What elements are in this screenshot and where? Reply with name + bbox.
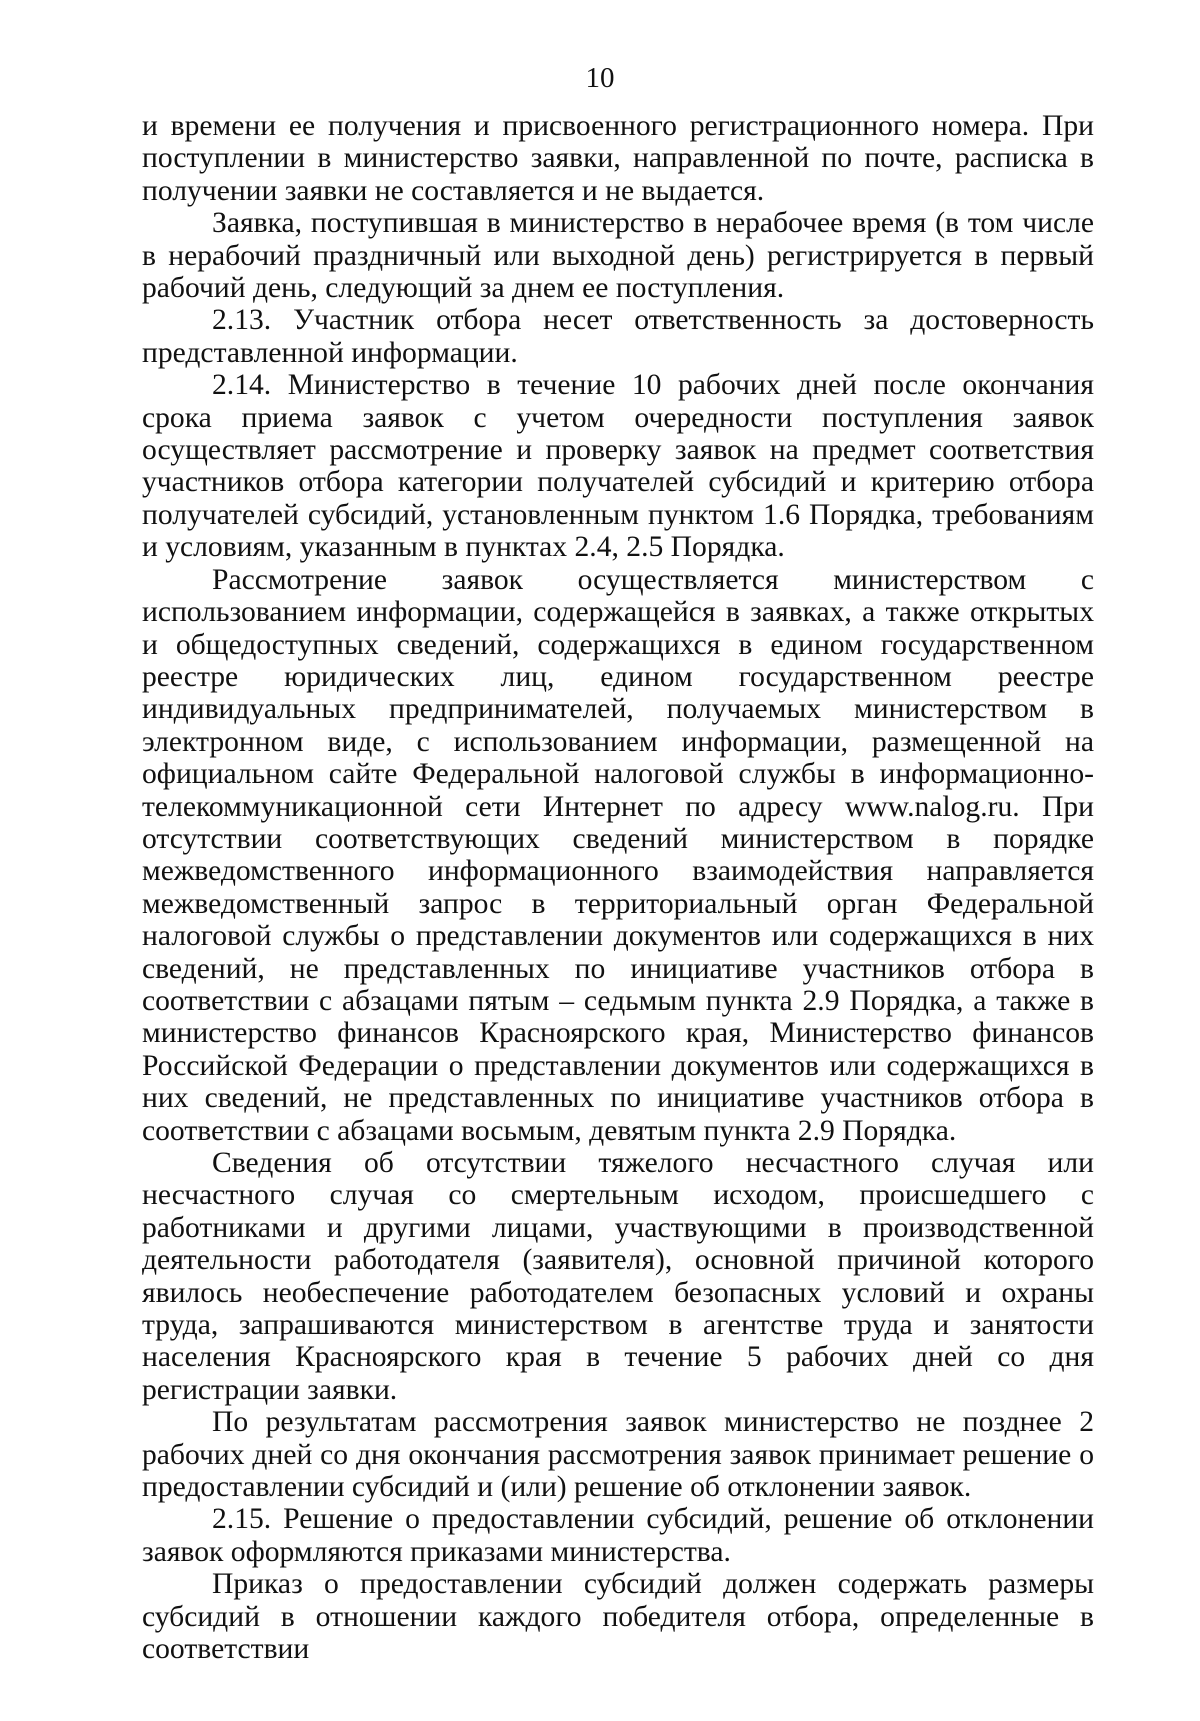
paragraph-review-info: Рассмотрение заявок осуществляется министерством с использованием информации, содержащейся в заявках, а также открытых и общедоступных сведений, содержащихся в едином государственном реестре юридических лиц, едином государственном реестре индивидуальных предпринимателей, получаемых министерством в электронном виде, с использованием информации, размещенной на официальном сайте Федеральной налоговой службы в информационно-телекоммуникационной сети Интернет по адресу www.nalog.ru. При отсутствии соответствующих сведений министерством в порядке межведомственного информационного взаимодействия направляется межведомственный запрос в территориальный орган Федеральной налоговой службы о представлении документов или содержащихся в них сведений, не представленных по инициативе участников отбора в соответствии с абзацами пятым – седьмым пункта 2.9 Порядка, а также в министерство финансов Красноярского края, Министерство финансов Российской Федерации о представлении документов или содержащихся в них сведений, не представленных по инициативе участников отбора в соответствии с абзацами восьмым, девятым пункта 2.9 Порядка. xyxy=(142,563,1094,1147)
paragraph-2-15: 2.15. Решение о предоставлении субсидий, решение об отклонении заявок оформляются приказами министерства. xyxy=(142,1503,1094,1568)
paragraph-order-content: Приказ о предоставлении субсидий должен содержать размеры субсидий в отношении каждого победителя отбора, определенные в соответствии xyxy=(142,1568,1094,1666)
paragraph-decision: По результатам рассмотрения заявок министерство не позднее 2 рабочих дней со дня окончания рассмотрения заявок принимает решение о предоставлении субсидий и (или) решение об отклонении заявок. xyxy=(142,1406,1094,1504)
paragraph-2-14: 2.14. Министерство в течение 10 рабочих дней после окончания срока приема заявок с учетом очередности поступления заявок осуществляет рассмотрение и проверку заявок на предмет соответствия участников отбора категории получателей субсидий и критерию отбора получателей субсидий, установленным пунктом 1.6 Порядка, требованиям и условиям, указанным в пунктах 2.4, 2.5 Порядка. xyxy=(142,369,1094,564)
document-body xyxy=(142,110,1094,1666)
paragraph-2-13: 2.13. Участник отбора несет ответственность за достоверность представленной информации. xyxy=(142,304,1094,369)
paragraph-nonworking-time: Заявка, поступившая в министерство в нерабочее время (в том числе в нерабочий праздничный или выходной день) регистрируется в первый рабочий день, следующий за днем ее поступления. xyxy=(142,207,1094,305)
page-number: 10 xyxy=(585,62,615,94)
paragraph-continuation: и времени ее получения и присвоенного регистрационного номера. При поступлении в министерство заявки, направленной по почте, расписка в получении заявки не составляется и не выдается. xyxy=(142,110,1094,207)
paragraph-accident-info: Сведения об отсутствии тяжелого несчастного случая или несчастного случая со смертельным исходом, происшедшего с работниками и другими лицами, участвующими в производственной деятельности работодателя (заявителя), основной причиной которого явилось необеспечение работодателем безопасных условий и охраны труда, запрашиваются министерством в агентстве труда и занятости населения Красноярского края в течение 5 рабочих дней со дня регистрации заявки. xyxy=(142,1147,1094,1406)
